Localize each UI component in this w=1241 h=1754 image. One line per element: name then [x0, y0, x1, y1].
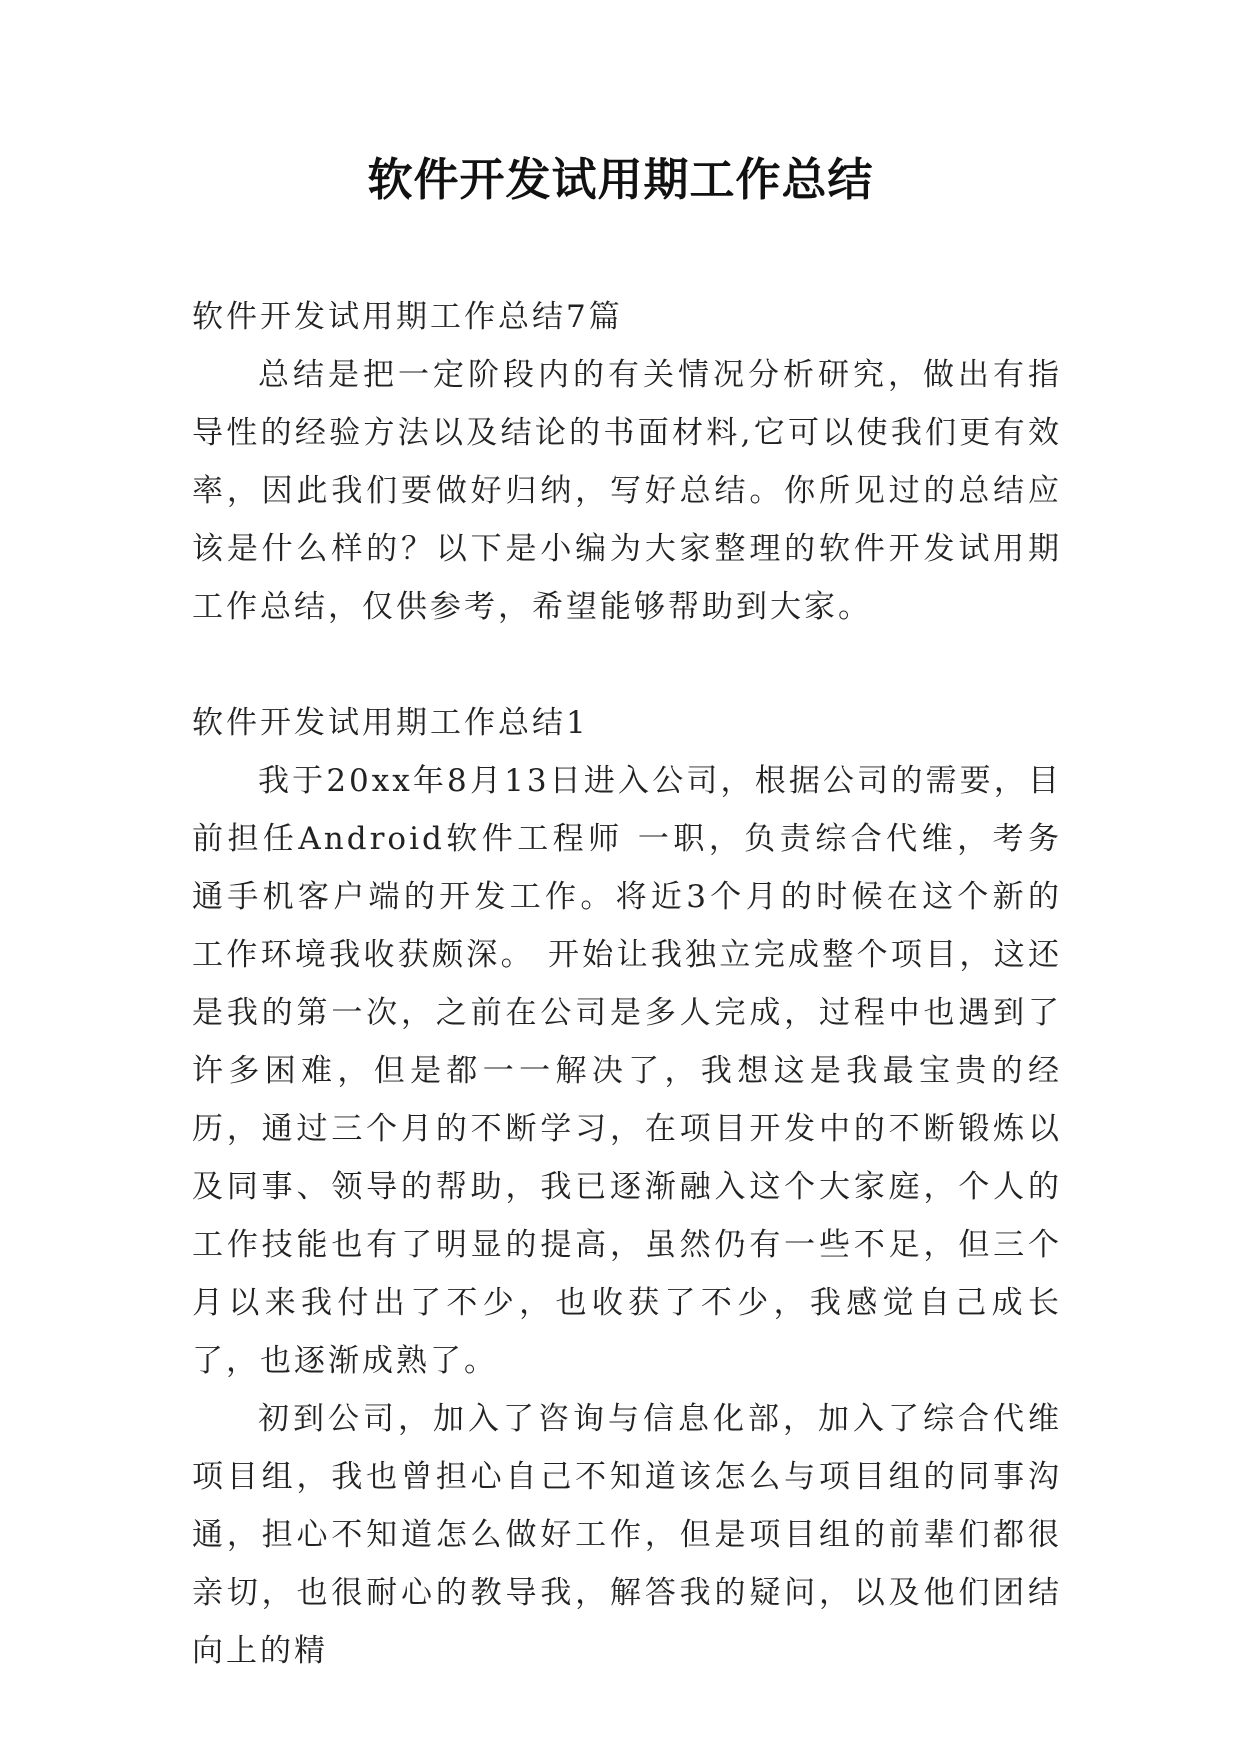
section-1-heading: 软件开发试用期工作总结1: [192, 705, 589, 741]
document-body: [192, 288, 1062, 1680]
intro-paragraph: 总结是把一定阶段内的有关情况分析研究，做出有指导性的经验方法以及结论的书面材料,它可以使我们更有效率，因此我们要做好归纳，写好总结。你所见过的总结应该是什么样的？以下是小编为大家整理的软件开发试用期工作总结，仅供参考，希望能够帮助到大家。: [192, 357, 1062, 625]
section-spacer: [192, 636, 1062, 694]
section-1-paragraph-1: 我于20xx年8月13日进入公司，根据公司的需要，目前担任Android软件工程师 一职，负责综合代维，考务通手机客户端的开发工作。将近3个月的时候在这个新的工作环境我收获颇深。 开始让我独立完成整个项目，这还是我的第一次，之前在公司是多人完成，过程中也遇到了许多困难，但是都一一解决了，我想这是我最宝贵的经历，通过三个月的不断学习，在项目开发中的不断锻炼以及同事、领导的帮助，我已逐渐融入这个大家庭，个人的工作技能也有了明显的提高，虽然仍有一些不足，但三个月以来我付出了不少，也收获了不少，我感觉自己成长了，也逐渐成熟了。: [192, 763, 1062, 1379]
section-1-paragraph-2: 初到公司，加入了咨询与信息化部，加入了综合代维项目组，我也曾担心自己不知道该怎么与项目组的同事沟通，担心不知道怎么做好工作，但是项目组的前辈们都很亲切，也很耐心的教导我，解答我的疑问，以及他们团结向上的精: [192, 1401, 1062, 1669]
document-subtitle: 软件开发试用期工作总结7篇: [192, 299, 623, 335]
document-title: 软件开发试用期工作总结: [367, 153, 874, 206]
